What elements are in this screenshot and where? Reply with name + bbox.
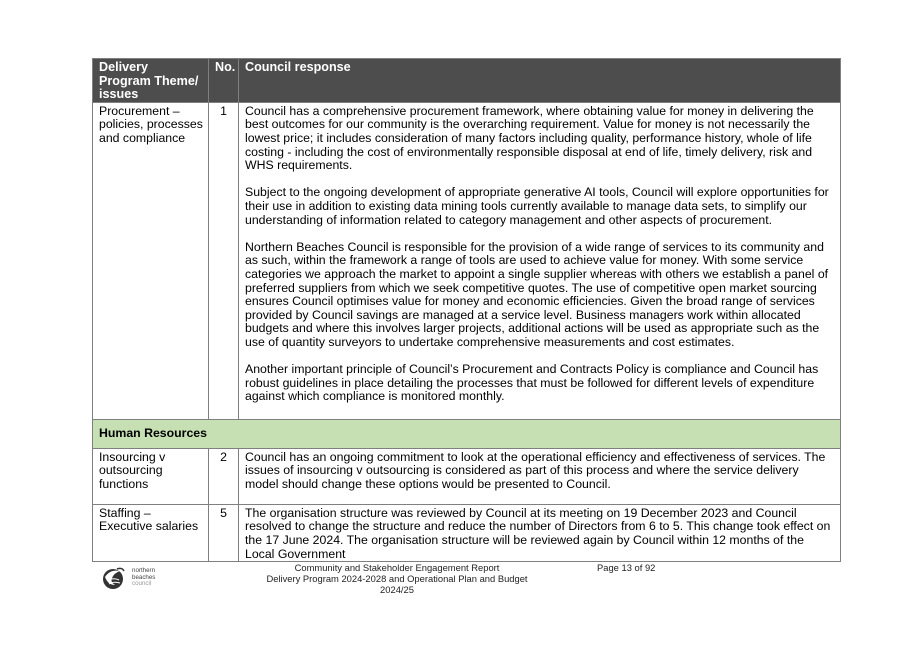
header-theme: Delivery Program Theme/ issues bbox=[93, 59, 209, 103]
council-response-table bbox=[92, 58, 841, 562]
northern-beaches-council-logo bbox=[100, 565, 180, 591]
header-no: No. bbox=[209, 59, 239, 103]
response-paragraph: Subject to the ongoing development of appropriate generative AI tools, Council will explore opportunities for their use in addition to existing data mining tools currently available to manage data sets, to simplify our understanding of information related to category management and other aspects of procurement. bbox=[245, 185, 829, 227]
table-header-row bbox=[93, 59, 841, 103]
wave-logo-icon bbox=[100, 565, 126, 591]
logo-wordmark bbox=[132, 568, 155, 588]
section-heading: Human Resources bbox=[93, 419, 841, 448]
report-title: Community and Stakeholder Engagement Report bbox=[294, 562, 500, 573]
table-row bbox=[93, 102, 841, 419]
logo-line: council bbox=[132, 580, 152, 588]
response-paragraph: Council has an ongoing commitment to look at the operational efficiency and effectiveness of services. The issues of insourcing v outsourcing is considered as part of this process and where the service delivery model should change these options would be presented to Council. bbox=[245, 449, 826, 491]
table-row bbox=[93, 504, 841, 561]
footer-report-info bbox=[252, 562, 542, 595]
number-cell: 5 bbox=[209, 504, 239, 561]
theme-cell: Staffing – Executive salaries bbox=[93, 504, 209, 561]
table-row bbox=[93, 448, 841, 504]
response-cell bbox=[239, 102, 841, 419]
response-paragraph: The organisation structure was reviewed by Council at its meeting on 19 December 2023 and Council resolved to change the structure and reduce the number of Directors from 6 to 5. This change took effect on the 17 June 2024. The organisation structure will be reviewed again by Council within 12 months of the Local Government bbox=[245, 505, 831, 561]
report-subtitle: Delivery Program 2024-2028 and Operational Plan and Budget 2024/25 bbox=[266, 573, 528, 595]
logo-line: northern bbox=[132, 567, 156, 574]
response-cell bbox=[239, 448, 841, 504]
response-paragraph: Council has a comprehensive procurement framework, where obtaining value for money in delivering the best outcomes for our community is the overarching requirement. Value for money is not necessarily the lowest price; it includes consideration of many factors including quality, performance history, whole of life costing - including the cost of environmentally responsible disposal at end of life, timely delivery, risk and WHS requirements. bbox=[245, 103, 814, 173]
theme-cell: Procurement – policies, processes and compliance bbox=[93, 102, 209, 419]
response-paragraph: Northern Beaches Council is responsible for the provision of a wide range of services to its community and as such, within the framework a range of tools are used to achieve value for money. With some service categories we approach the market to appoint a single supplier whereas with others we establish a panel of preferred suppliers from which we seek competitive quotes. The use of competitive open market sourcing ensures Council optimises value for money and economic efficiencies. Given the broad range of services provided by Council savings are managed at a service level. Business managers work within allocated budgets and where this involves larger projects, additional actions will be used as appropriate such as the use of quantity surveyors to undertake comprehensive measurements and cost estimates. bbox=[245, 239, 829, 349]
header-response: Council response bbox=[239, 59, 841, 103]
section-row-human-resources bbox=[93, 419, 841, 448]
page-number: Page 13 of 92 bbox=[597, 562, 656, 573]
number-cell: 1 bbox=[209, 102, 239, 419]
number-cell: 2 bbox=[209, 448, 239, 504]
response-cell bbox=[239, 504, 841, 561]
logo-line: beaches bbox=[132, 573, 156, 581]
theme-cell: Insourcing v outsourcing functions bbox=[93, 448, 209, 504]
response-paragraph: Another important principle of Council’s Procurement and Contracts Policy is compliance and Council has robust guidelines in place detailing the processes that must be followed for different levels of expenditure against which compliance is monitored monthly. bbox=[245, 362, 819, 404]
